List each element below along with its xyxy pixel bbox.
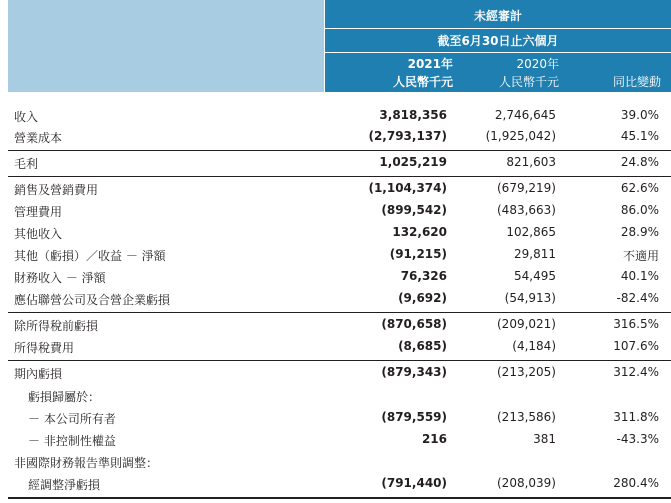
change-value: 45.1% bbox=[620, 129, 659, 143]
row-label: 收入 bbox=[14, 110, 39, 124]
value-2021: 76,326 bbox=[400, 269, 447, 283]
value-2020: (679,219) bbox=[497, 181, 556, 195]
row-label: 其他收入 bbox=[14, 227, 63, 241]
value-2021: (9,692) bbox=[398, 291, 447, 305]
value-2020: (213,205) bbox=[497, 365, 556, 379]
change-value: 311.8% bbox=[613, 410, 659, 424]
value-2021: (91,215) bbox=[389, 247, 447, 261]
table-row bbox=[8, 407, 671, 428]
header-divider bbox=[325, 28, 671, 29]
row-label: 除所得稅前虧損 bbox=[14, 319, 99, 333]
table-row bbox=[8, 473, 671, 494]
row-label: 營業成本 bbox=[14, 131, 63, 145]
value-2021: (8,685) bbox=[398, 339, 447, 353]
change-value: 280.4% bbox=[613, 476, 659, 490]
table-bottom-border bbox=[8, 497, 671, 499]
value-2021: (879,559) bbox=[381, 410, 447, 424]
table-row bbox=[8, 200, 671, 221]
value-2021: (899,542) bbox=[381, 203, 447, 217]
table-row bbox=[8, 288, 671, 309]
value-2020: 381 bbox=[533, 432, 556, 446]
header-right-panel bbox=[325, 0, 671, 92]
table-row bbox=[8, 126, 671, 147]
change-value: 不適用 bbox=[622, 249, 659, 263]
table-row bbox=[8, 222, 671, 243]
value-2020: (4,184) bbox=[512, 339, 556, 353]
value-2020: (213,586) bbox=[497, 410, 556, 424]
value-2020: (54,913) bbox=[504, 291, 556, 305]
table-row bbox=[8, 362, 671, 383]
value-2021: 132,620 bbox=[392, 225, 447, 239]
row-label: 期內虧損 bbox=[14, 367, 63, 381]
table-row bbox=[8, 105, 671, 126]
value-2021: 216 bbox=[421, 432, 447, 446]
period-sub: 截至6月30日止六個月 bbox=[437, 34, 559, 48]
unit-2020: 人民幣千元 bbox=[498, 75, 559, 89]
row-divider bbox=[8, 176, 671, 177]
row-label: 所得稅費用 bbox=[14, 341, 75, 355]
row-label: 財務收入 － 淨額 bbox=[14, 271, 106, 285]
change-value: 316.5% bbox=[613, 317, 659, 331]
table-row bbox=[8, 152, 671, 173]
value-2020: 821,603 bbox=[506, 155, 556, 169]
row-label: 銷售及營銷費用 bbox=[14, 183, 99, 197]
change-value: 39.0% bbox=[620, 108, 659, 122]
row-divider bbox=[8, 150, 671, 151]
value-2021: (870,658) bbox=[381, 317, 447, 331]
row-label: 虧損歸屬於： bbox=[28, 390, 101, 404]
row-label: 應佔聯營公司及合營企業虧損 bbox=[14, 293, 171, 307]
value-2021: (1,104,374) bbox=[368, 181, 447, 195]
row-label: 經調整淨虧損 bbox=[28, 478, 101, 492]
row-label: － 非控制性權益 bbox=[28, 434, 116, 448]
value-2021: (791,440) bbox=[381, 476, 447, 490]
row-label: 管理費用 bbox=[14, 205, 63, 219]
change-value: 40.1% bbox=[620, 269, 659, 283]
table-row bbox=[8, 336, 671, 357]
change-value: -82.4% bbox=[616, 291, 659, 305]
row-label: 非國際財務報告準則調整： bbox=[14, 456, 159, 470]
value-2020: (209,021) bbox=[497, 317, 556, 331]
year-2021: 2021年 bbox=[407, 57, 453, 71]
change-value: 86.0% bbox=[620, 203, 659, 217]
table-row bbox=[8, 314, 671, 335]
table-row bbox=[8, 244, 671, 265]
change-value: 107.6% bbox=[613, 339, 659, 353]
value-2021: 3,818,356 bbox=[379, 108, 447, 122]
value-2020: 102,865 bbox=[506, 225, 556, 239]
table-row bbox=[8, 178, 671, 199]
header-left-panel bbox=[8, 0, 324, 92]
row-divider bbox=[8, 312, 671, 313]
change-value: 312.4% bbox=[613, 365, 659, 379]
value-2020: (483,663) bbox=[497, 203, 556, 217]
value-2020: (208,039) bbox=[497, 476, 556, 490]
value-2020: 2,746,645 bbox=[494, 108, 556, 122]
value-2021: (879,343) bbox=[381, 365, 447, 379]
change-value: -43.3% bbox=[616, 432, 659, 446]
unit-2021: 人民幣千元 bbox=[392, 75, 453, 89]
change-value: 62.6% bbox=[620, 181, 659, 195]
table-row bbox=[8, 385, 671, 406]
change-value: 28.9% bbox=[620, 225, 659, 239]
change-header: 同比變動 bbox=[612, 75, 661, 89]
table-row bbox=[8, 429, 671, 450]
change-value: 24.8% bbox=[620, 155, 659, 169]
row-label: 毛利 bbox=[14, 157, 39, 171]
table-row bbox=[8, 266, 671, 287]
table-row bbox=[8, 451, 671, 472]
header-divider bbox=[325, 52, 671, 53]
value-2021: 1,025,219 bbox=[379, 155, 447, 169]
year-2020: 2020年 bbox=[516, 57, 559, 71]
value-2020: (1,925,042) bbox=[485, 129, 556, 143]
row-label: － 本公司所有者 bbox=[28, 412, 116, 426]
value-2020: 29,811 bbox=[514, 247, 556, 261]
row-divider bbox=[8, 360, 671, 361]
row-label: 其他（虧損）／收益 － 淨額 bbox=[14, 249, 166, 263]
period-label: 未經審計 bbox=[473, 9, 522, 23]
value-2020: 54,495 bbox=[514, 269, 556, 283]
value-2021: (2,793,137) bbox=[368, 129, 447, 143]
